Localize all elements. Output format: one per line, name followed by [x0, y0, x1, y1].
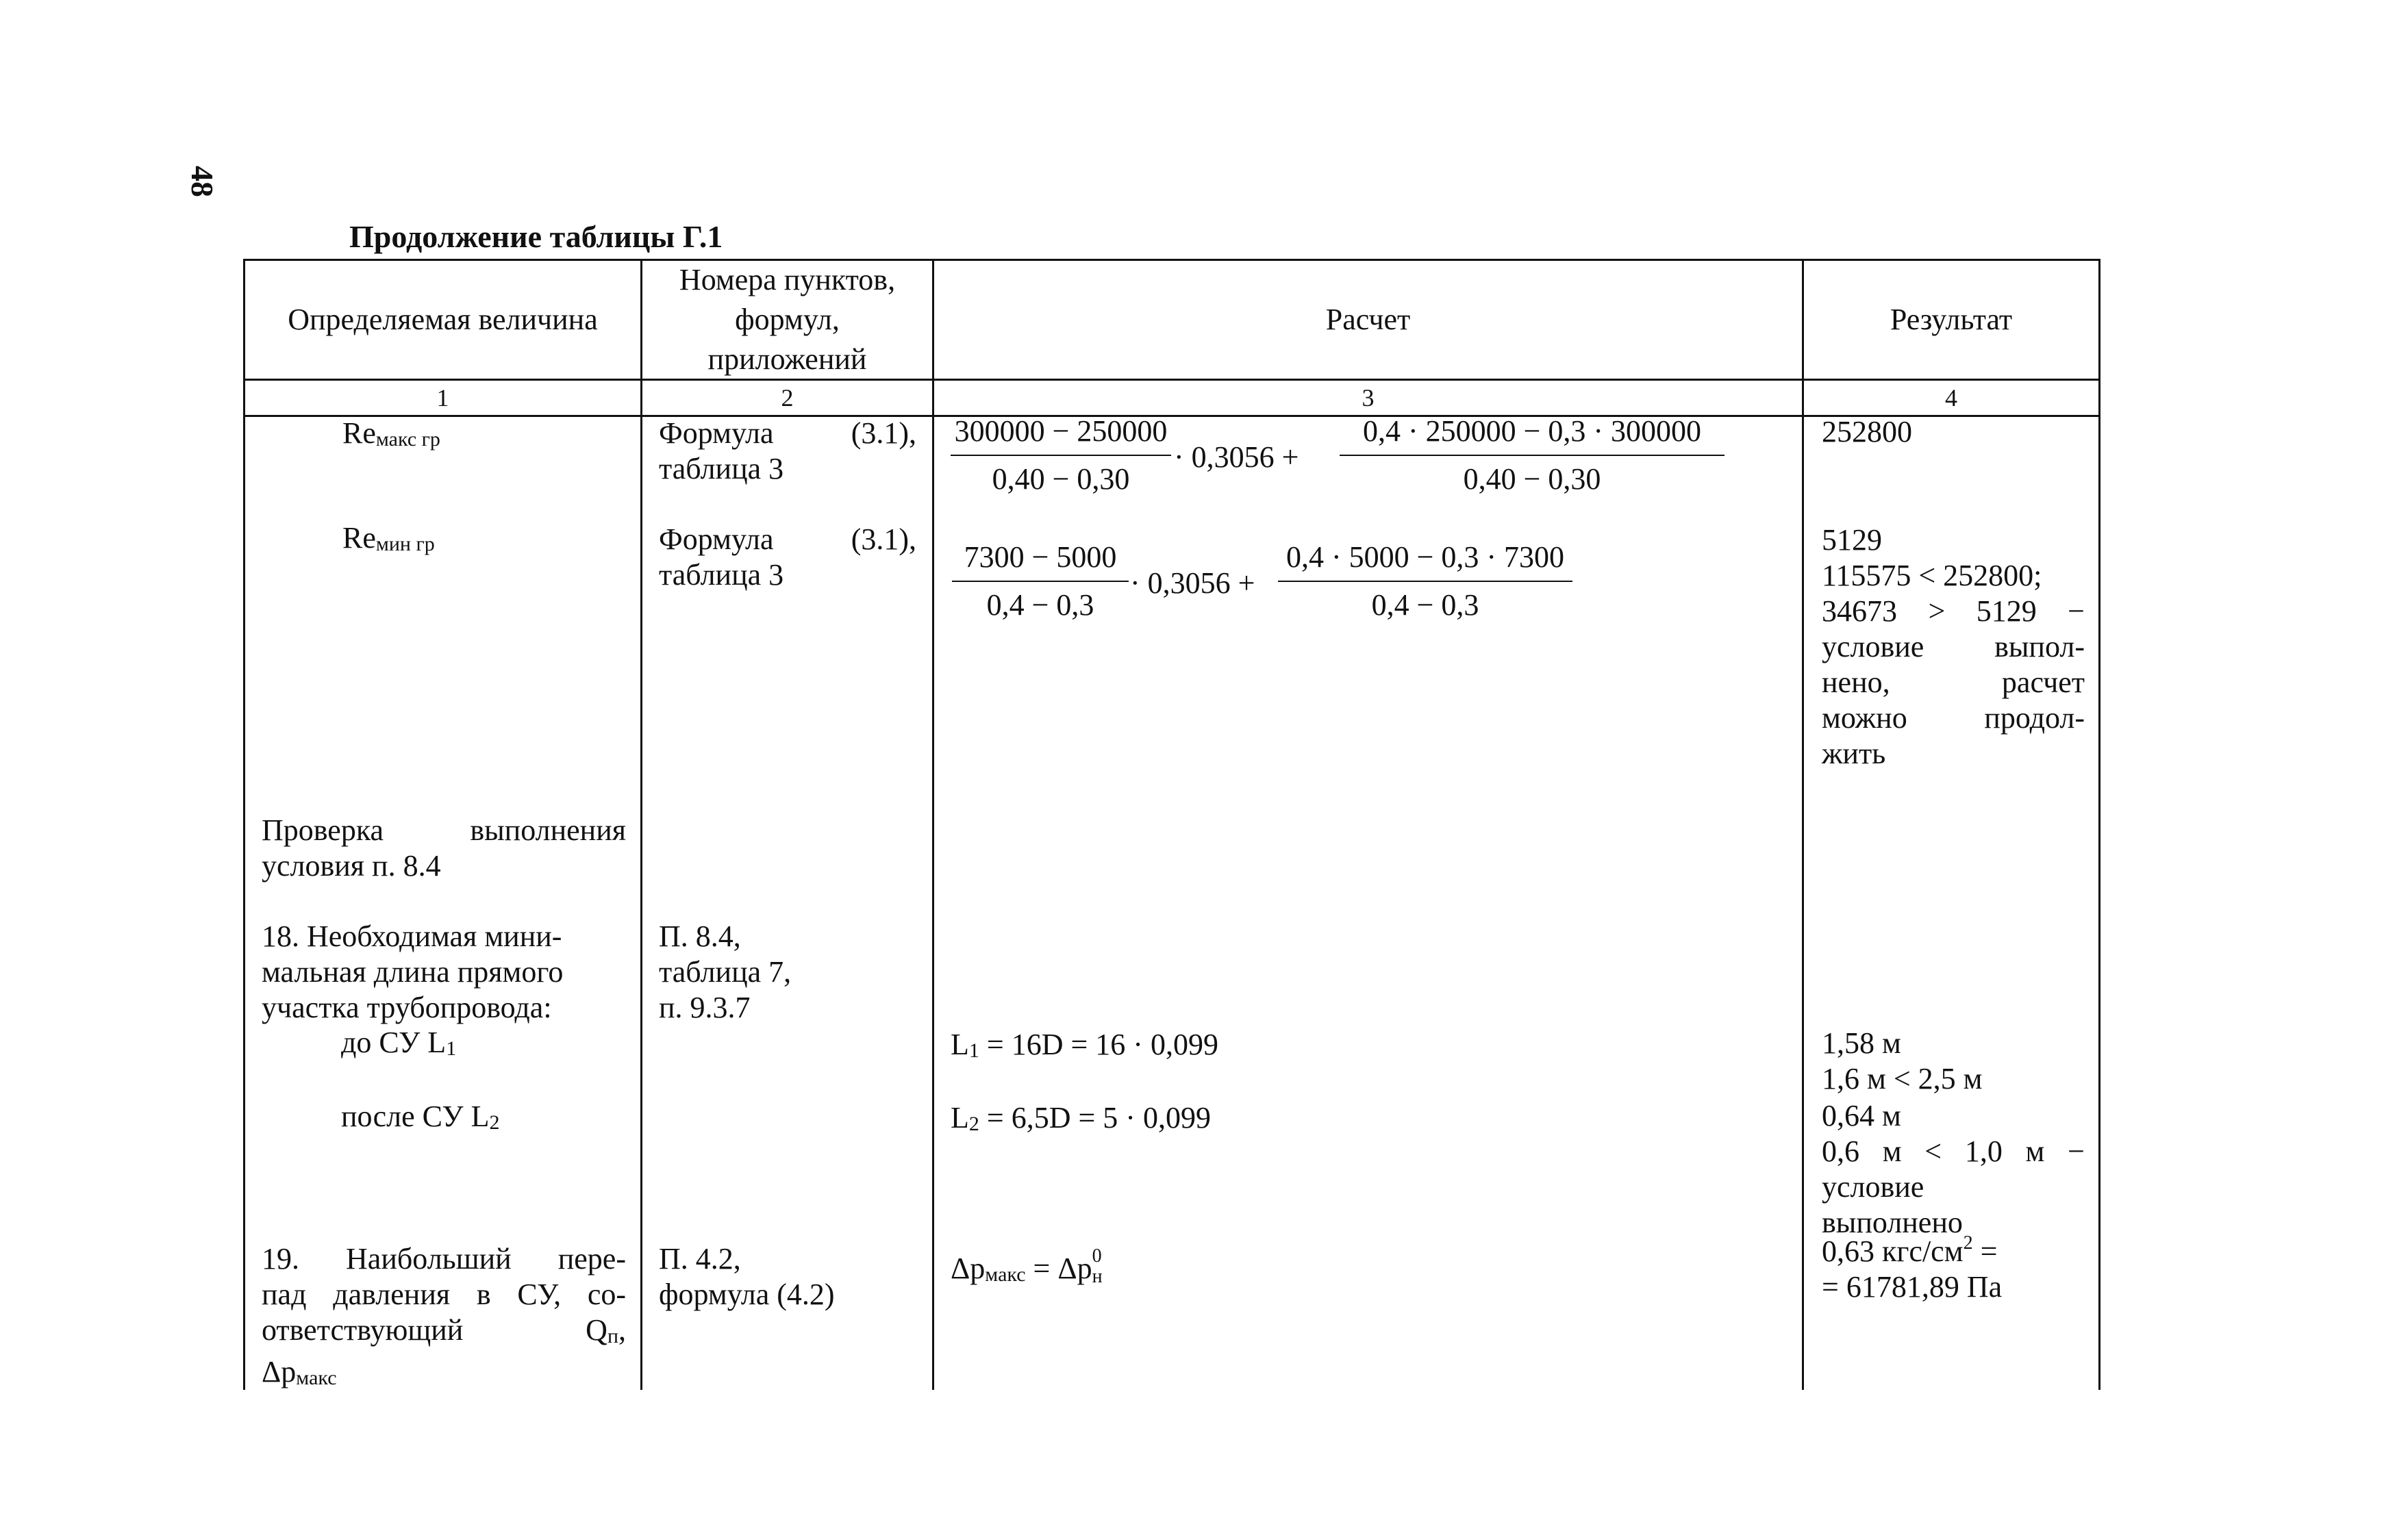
fraction-numerator: 0,4 · 250000 − 0,3 · 300000: [1362, 414, 1702, 448]
page-number: 48: [185, 166, 220, 197]
formula-multiplier: · 0,3056 +: [1174, 440, 1299, 474]
delta-p-max-result: 0,63 кгс/$см^2$ = = 61781,89 Па: [1822, 1232, 2003, 1304]
item-19-reference: П. 4.2, формула (4.2): [659, 1242, 835, 1311]
column-number: 4: [1945, 384, 1957, 411]
l1-label: до СУ L1: [341, 1026, 457, 1060]
fraction-denominator: 0,40 − 0,30: [1463, 462, 1601, 496]
header-col3: Расчет: [1325, 303, 1411, 336]
fraction-denominator: 0,4 − 0,3: [986, 588, 1094, 622]
re-min-label: Reмин гр: [342, 521, 435, 555]
l2-calculation: L2 = 6,5D = 5 · 0,099: [951, 1101, 1211, 1135]
l2-result: 0,64 м 0,6 м < 1,0 м − условие выполнено: [1822, 1099, 2085, 1239]
re-max-label: Reмакс гр: [342, 416, 440, 451]
column-number: 3: [1362, 384, 1375, 411]
header-col4: Результат: [1890, 303, 2013, 336]
header-col2-line: Номера пунктов,: [679, 263, 896, 296]
fraction-denominator: 0,4 − 0,3: [1371, 588, 1479, 622]
formula-multiplier: · 0,3056 +: [1130, 566, 1255, 600]
l2-label: после СУ L2: [341, 1100, 500, 1134]
column-number: 1: [436, 384, 449, 411]
item-19-label: 19. Наибольший пере- пад давления в СУ, со- ответствующий Qп, Δpмакс: [262, 1242, 626, 1389]
fraction-numerator: 0,4 · 5000 − 0,3 · 7300: [1285, 540, 1565, 574]
header-col1: Определяемая величина: [288, 303, 598, 336]
table-caption: Продолжение таблицы Г.1: [349, 219, 723, 254]
re-min-result: 5129 115575 < 252800; 34673 > 5129 − условие выпол- нено, расчет можно продол- жить: [1822, 523, 2085, 770]
check-condition-label: Проверка выполнения условия п. 8.4: [262, 813, 626, 883]
header-col2-line: формул,: [735, 303, 840, 336]
l1-calculation: L1 = 16D = 16 · 0,099: [951, 1028, 1218, 1062]
re-max-reference: Формула (3.1), таблица 3: [659, 416, 916, 485]
l1-result: 1,58 м 1,6 м < 2,5 м: [1822, 1026, 1983, 1095]
fraction-denominator: 0,40 − 0,30: [992, 462, 1130, 496]
item-18-reference: П. 8.4, таблица 7, п. 9.3.7: [659, 919, 792, 1024]
fraction-numerator: 7300 − 5000: [964, 540, 1117, 574]
re-max-result: 252800: [1822, 415, 1912, 448]
item-18-label: 18. Необходимая мини- мальная длина прямого участка трубопровода:: [262, 919, 564, 1024]
fraction-numerator: 300000 − 250000: [954, 414, 1168, 448]
column-number: 2: [781, 384, 794, 411]
header-col2-line: приложений: [707, 342, 867, 376]
delta-p-max-calculation: Δpмакс = Δp 0 н: [951, 1245, 1103, 1287]
re-min-reference: Формула (3.1), таблица 3: [659, 522, 916, 592]
